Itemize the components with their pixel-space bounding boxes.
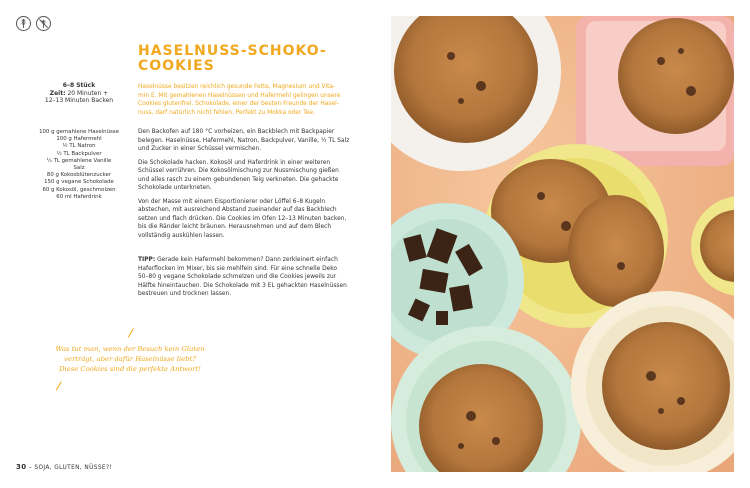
ingredient: ¼ TL gemahlene Vanille xyxy=(46,157,112,164)
intro-text xyxy=(138,83,370,117)
step-line: Die Schokolade hacken. Kokosöl und Haferdrink in einer weiteren xyxy=(138,159,331,166)
gluten-free-icon xyxy=(16,16,31,31)
step-line: bis die Ränder leicht bräunen. Herausnehmen und auf dem Blech xyxy=(138,224,332,230)
footer-separator: – xyxy=(28,465,33,471)
ingredient: 60 g Kokosöl, geschmolzen xyxy=(42,186,116,193)
recipe-title xyxy=(138,44,327,74)
title-line-1: HASELNUSS-SCHOKO- xyxy=(138,43,327,59)
ingredient-list xyxy=(28,129,130,201)
step-2 xyxy=(138,159,370,193)
tip-line: Haferflocken im Mixer, bis sie mehlfein sind. Für eine schnelle Deko xyxy=(138,265,338,272)
tip-label: TIPP: xyxy=(138,257,156,263)
step-line: Den Backofen auf 180 °C vorheizen, ein Backblech mit Backpapier xyxy=(138,129,335,135)
intro-line: Haselnüsse besitzen reichlich gesunde Fette, Magnesium und Vita- xyxy=(138,84,336,90)
ingredient: 150 g vegane Schokolade xyxy=(44,179,114,186)
title-line-2: COOKIES xyxy=(138,58,215,74)
bake-time: 12–13 Minuten Backen xyxy=(44,97,114,105)
ingredient: 100 g Hafermehl xyxy=(56,136,102,143)
ingredient: 80 g Kokosblütenzucker xyxy=(46,172,112,179)
ingredient: Salz xyxy=(73,165,85,172)
page-number: 30 xyxy=(16,463,27,471)
step-line: Von der Masse mit einem Eisportionierer oder Löffel 6–8 Kugeln xyxy=(138,198,326,205)
page-footer xyxy=(16,463,112,471)
tip xyxy=(138,256,370,299)
ingredient: ½ TL Natron xyxy=(62,143,96,150)
ingredient: 60 ml Haferdrink xyxy=(56,193,102,200)
step-3 xyxy=(138,198,370,241)
tip-line: Gerade kein Hafermehl bekommen? Dann zerkleinert einfach xyxy=(155,257,338,263)
step-line: setzen und flach drücken. Die Cookies im Ofen 12–13 Minuten backen, xyxy=(138,215,347,222)
chapter-name: SOJA, GLUTEN, NÜSSE?! xyxy=(34,465,113,471)
quote-line: verträgt, aber dafür Haselnüsse liebt? xyxy=(64,355,196,363)
intro-line: Cookies glutenfrei. Schokolade, einer der besten Freunde der Hasel- xyxy=(138,101,339,107)
pull-quote xyxy=(42,344,218,374)
cookie xyxy=(602,322,730,450)
step-line: belegen. Haselnüsse, Hafermehl, Natron, Backpulver, Vanille, ½ TL Salz xyxy=(138,137,350,144)
cookie-photo xyxy=(391,16,734,472)
quote-line: Was tut man, wenn der Besuch kein Gluten xyxy=(55,345,205,353)
step-line: abstechen, mit ausreichend Abstand zueinander auf das Backblech xyxy=(138,207,337,213)
step-line: Schokolade unterkneten. xyxy=(138,185,212,191)
ingredient: 100 g gemahlene Haselnüsse xyxy=(39,129,119,135)
tip-line: 50–80 g vegane Schokolade schmelzen und die Cookies jeweils zur xyxy=(138,274,337,280)
quote-mark-open xyxy=(128,328,137,339)
time-label: Zeit: xyxy=(49,89,66,97)
step-line: und Zucker in einer Schüssel vermischen. xyxy=(138,146,262,152)
intro-line: min E. Mit gemahlenen Haselnüssen und Hafermehl gelingen unsere xyxy=(138,92,341,99)
instructions xyxy=(138,128,370,245)
tip-line: Hälfte hineintauchen. Die Schokolade mit 3 EL gehackten Haselnüssen xyxy=(138,282,347,289)
step-1 xyxy=(138,128,370,154)
step-line: und alles rasch zu einem gebundenen Teig verkneten. Die gehackte xyxy=(138,176,339,183)
quote-mark-close xyxy=(56,381,65,392)
tip-line: bestreuen und trocknen lassen. xyxy=(138,291,232,297)
ingredient: ½ TL Backpulver xyxy=(56,150,102,157)
step-line: Schüssel verrühren. Die Kokosölmischung zur Nussmischung gießen xyxy=(138,168,339,174)
recipe-meta xyxy=(30,82,128,105)
servings: 6–8 Stück xyxy=(62,82,96,89)
intro-line: nuss, darf natürlich nicht fehlen. Perfekt zu Mokka oder Tee. xyxy=(138,109,315,116)
cookie-photo-illustration xyxy=(391,16,734,472)
quote-line: Diese Cookies sind die perfekte Antwort! xyxy=(59,365,201,373)
cookie xyxy=(568,195,664,307)
wheat-free-icon xyxy=(36,16,51,31)
cookie xyxy=(618,18,734,134)
time-value: 20 Minuten + xyxy=(67,89,109,97)
step-line: vollständig auskühlen lassen. xyxy=(138,232,225,239)
